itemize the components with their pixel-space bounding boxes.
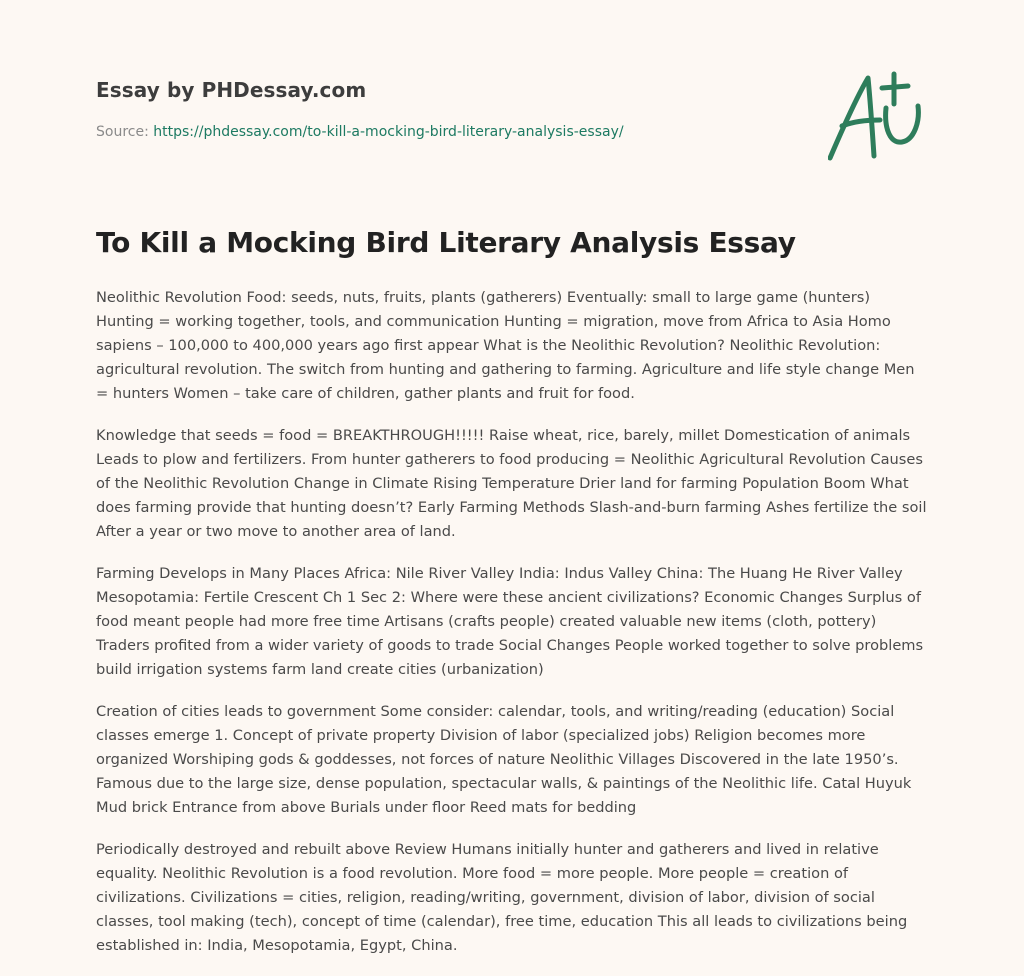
source-label: Source: bbox=[96, 124, 149, 140]
essay-paragraph: Periodically destroyed and rebuilt above Review Humans initially hunter and gatherers and lived in relative equality. Neolithic Revolution is a food revolution. More food = more people. More people = creation of civilizations. Civilizations = cities, religion, reading/writing, government, division of labor, division of social classes, tool making (tech), concept of time (calendar), free time, education This all leads to civilizations being established in: India, Mesopotamia, Egypt, China. bbox=[96, 841, 908, 954]
essay-paragraph: Creation of cities leads to government Some consider: calendar, tools, and writing/reading (education) Social classes emerge 1. Concept of private property Division of labor (specialized jobs) Religion becomes more organized Worshiping gods & goddesses, not forces of nature Neolithic Villages Discovered in the late 1950’s. Famous due to the large size, dense population, spectacular walls, & paintings of the Neolithic life. Catal Huyuk Mud brick Entrance from above Burials under floor Reed mats for bedding bbox=[96, 703, 912, 816]
essay-paragraph: Farming Develops in Many Places Africa: Nile River Valley India: Indus Valley China: The Huang He River Valley Mesopotamia: Fertile Crescent Ch 1 Sec 2: Where were these ancient civilizations? Economic Changes Surplus of food meant people had more free time Artisans (crafts people) created valuable new items (cloth, pottery) Traders profited from a wider variety of goods to trade Social Changes People worked together to solve problems build irrigation systems farm land create cities (urbanization) bbox=[96, 565, 924, 678]
a-plus-logo-icon bbox=[828, 68, 928, 164]
essay-paragraph: Knowledge that seeds = food = BREAKTHROUGH!!!!! Raise wheat, rice, barely, millet Domestication of animals Leads to plow and fertilizers. From hunter gatherers to food producing = Neolithic Agricultural Revolution Causes of the Neolithic Revolution Change in Climate Rising Temperature Drier land for farming Population Boom What does farming provide that hunting doesn’t? Early Farming Methods Slash-and-burn farming Ashes fertilize the soil After a year or two move to another area of land. bbox=[96, 427, 927, 540]
essay-title: To Kill a Mocking Bird Literary Analysis Essay bbox=[96, 226, 796, 259]
essay-paragraph: Neolithic Revolution Food: seeds, nuts, fruits, plants (gatherers) Eventually: small to large game (hunters) Hunting = working together, tools, and communication Hunting = migration, move from Africa to Asia Homo sapiens – 100,000 to 400,000 years ago first appear What is the Neolithic Revolution? Neolithic Revolution: agricultural revolution. The switch from hunting and gathering to farming. Agriculture and life style change Men = hunters Women – take care of children, gather plants and fruit for food. bbox=[96, 289, 915, 402]
essay-body bbox=[96, 286, 930, 976]
site-brand: Essay by PHDessay.com bbox=[96, 78, 367, 102]
source-line bbox=[96, 124, 624, 140]
source-link[interactable]: https://phdessay.com/to-kill-a-mocking-bird-literary-analysis-essay/ bbox=[153, 124, 624, 140]
